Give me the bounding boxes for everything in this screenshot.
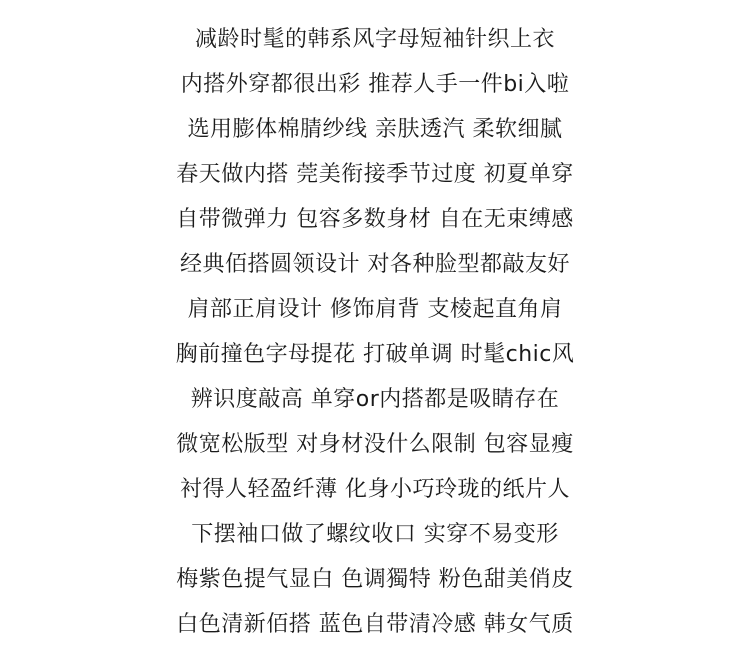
description-line: 下摆袖口做了螺纹收口 实穿不易变形 [191, 522, 559, 547]
product-description [0, 17, 750, 647]
description-line: 微宽松版型 对身材没什么限制 包容显瘦 [176, 432, 574, 457]
description-line: 衬得人轻盈纤薄 化身小巧玲珑的纸片人 [180, 477, 570, 502]
description-line: 自带微弹力 包容多数身材 自在无束缚感 [176, 207, 574, 232]
description-line: 胸前撞色字母提花 打破单调 时髦chic风 [175, 342, 575, 367]
description-line: 减龄时髦的韩系风字母短袖针织上衣 [194, 27, 555, 52]
description-line: 内搭外穿都很出彩 推荐人手一件bi入啦 [180, 72, 570, 97]
description-line: 白色清新佰搭 蓝色自带清冷感 韩女气质 [176, 612, 574, 637]
description-line: 辨识度敲高 单穿or内搭都是吸睛存在 [190, 387, 560, 412]
description-line: 选用膨体棉腈纱线 亲肤透汽 柔软细腻 [187, 117, 563, 142]
description-line: 肩部正肩设计 修饰肩背 支棱起直角肩 [187, 297, 563, 322]
description-line: 梅紫色提气显白 色调獨特 粉色甜美俏皮 [176, 567, 574, 592]
description-line: 经典佰搭圆领设计 对各种脸型都敲友好 [180, 252, 570, 277]
description-line: 春天做内搭 莞美衔接季节过度 初夏单穿 [176, 162, 574, 187]
